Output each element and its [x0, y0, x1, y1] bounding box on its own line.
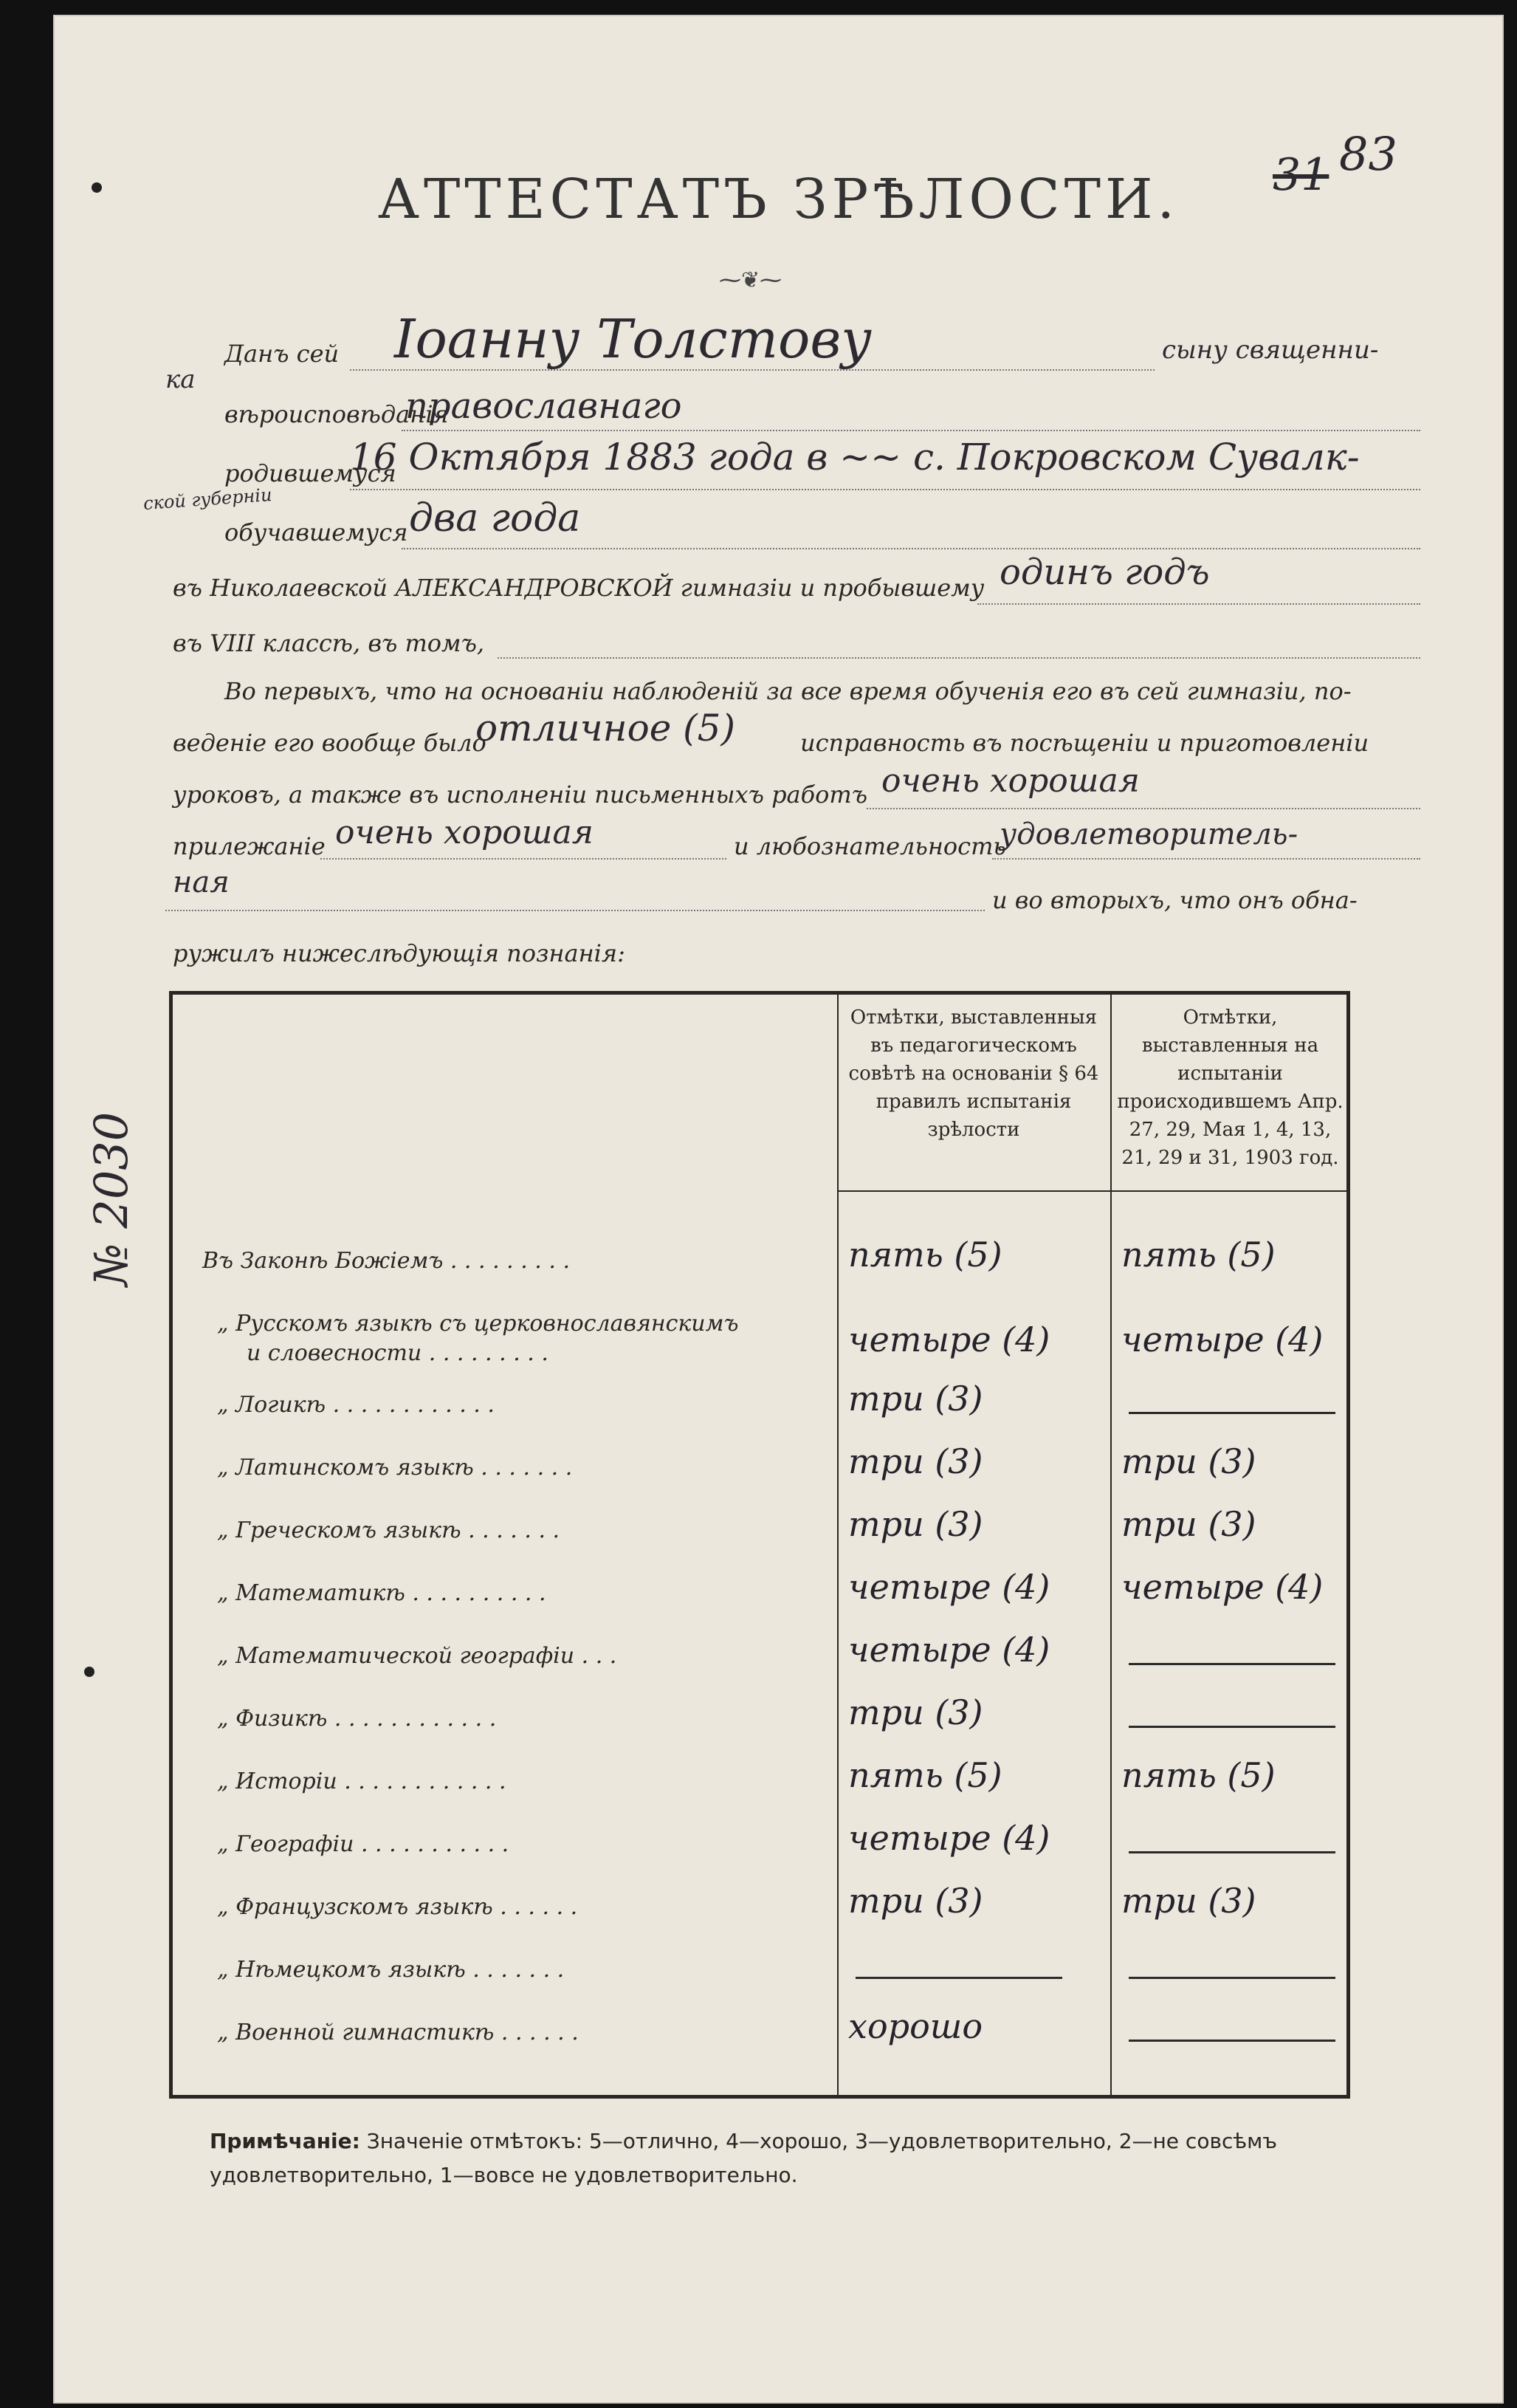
para3: уроковъ, а также въ исполненіи письменныхъ работъ — [173, 781, 868, 809]
exam-mark: три (3) — [1121, 1881, 1256, 1921]
school-text: въ Николаевской АЛЕКСАНДРОВСКОЙ гимназіи и пробывшему — [173, 574, 985, 602]
column-rule — [1110, 995, 1112, 2095]
page-title: АТТЕСТАТЪ ЗРѢЛОСТИ. — [377, 168, 1180, 231]
para4: и во вторыхъ, что онъ обна- — [992, 886, 1358, 914]
council-mark-empty — [856, 1977, 1062, 1979]
diligence-value: очень хорошая — [335, 814, 594, 851]
exam-mark-empty — [1129, 1977, 1335, 1979]
subject-label: „ Русскомъ языкѣ съ церковнославянскимъ — [217, 1311, 739, 1337]
subject-label: „ Физикѣ . . . . . . . . . . . . — [217, 1706, 497, 1732]
subject-label: „ Военной гимнастикѣ . . . . . . — [217, 2020, 579, 2045]
exam-mark: пять (5) — [1121, 1235, 1276, 1275]
exam-mark: четыре (4) — [1121, 1320, 1324, 1359]
dan-value-tail: сыну священни- — [1162, 335, 1379, 365]
gub-margin: ской губерніи — [142, 484, 273, 515]
corner-number: 83 — [1339, 127, 1397, 181]
subject-label: „ Французскомъ языкѣ . . . . . . — [217, 1894, 578, 1920]
subject-label: „ Греческомъ языкѣ . . . . . . . — [217, 1517, 560, 1543]
column-rule — [837, 995, 839, 2095]
exam-mark-empty — [1129, 1851, 1335, 1853]
note-text: Значеніе отмѣтокъ: 5—отлично, 4—хорошо, 3—удовлетворительно, 2—не совсѣмъ удовлетворительно, 1—вовсе не удовлетворительно. — [210, 2129, 1278, 2187]
diligence-label: прилежаніе — [173, 832, 326, 860]
fill-line — [402, 430, 1420, 431]
footnote — [210, 2124, 1450, 2192]
class-text: въ VIII классѣ, въ томъ, — [173, 629, 485, 657]
born-label: родившемуся — [224, 459, 396, 487]
fill-line — [498, 657, 1420, 659]
exam-mark: три (3) — [1121, 1504, 1256, 1544]
curiosity-label: и любознательность — [734, 832, 1006, 860]
written-value: очень хорошая — [881, 762, 1140, 800]
cont-ka: ка — [165, 365, 196, 394]
curiosity-value: удовлетворитель- — [1000, 817, 1298, 851]
header-rule — [837, 1190, 1346, 1192]
faith-value: православнаго — [405, 385, 682, 427]
subject-label: „ Нѣмецкомъ языкѣ . . . . . . . — [217, 1957, 565, 1983]
subject-label: „ Математикѣ . . . . . . . . . . — [217, 1580, 546, 1606]
council-mark: четыре (4) — [848, 1818, 1050, 1858]
curiosity-value-2: ная — [173, 865, 230, 899]
council-mark: пять (5) — [848, 1235, 1002, 1275]
fill-line — [320, 858, 726, 860]
column-header-council: Отмѣтки, выставленныя въ педагогическомъ совѣтѣ на основаніи § 64 правилъ испытанія зрѣлости — [848, 1006, 1099, 1141]
council-mark: пять (5) — [848, 1755, 1002, 1795]
council-mark: три (3) — [848, 1441, 983, 1481]
exam-mark: три (3) — [1121, 1441, 1256, 1481]
subject-label-continued: и словесности . . . . . . . . . — [247, 1340, 548, 1366]
exam-mark-empty — [1129, 1663, 1335, 1665]
subject-label: „ Исторіи . . . . . . . . . . . . — [217, 1769, 506, 1794]
studied-label: обучавшемуся — [224, 518, 408, 546]
council-mark: хорошо — [848, 2006, 983, 2046]
dan-value: Іоанну Толстову — [394, 308, 873, 370]
fill-line — [350, 489, 1420, 490]
para5: ружилъ нижеслѣдующія познанія: — [173, 939, 625, 967]
fill-line — [977, 603, 1420, 605]
council-mark: три (3) — [848, 1881, 983, 1921]
subject-label: „ Математической географіи . . . — [217, 1643, 617, 1669]
punch-hole — [84, 1667, 94, 1677]
document-sheet — [53, 15, 1504, 2404]
subject-label: „ Логикѣ . . . . . . . . . . . . — [217, 1392, 495, 1418]
exam-mark: четыре (4) — [1121, 1567, 1324, 1607]
faith-label: вѣроисповѣданія — [224, 400, 449, 428]
marks-table — [169, 991, 1350, 2099]
para2-start: веденіе его вообще было — [173, 729, 486, 757]
fill-line — [165, 910, 985, 911]
subject-label: Въ Законѣ Божіемъ . . . . . . . . . — [202, 1248, 570, 1274]
council-mark: четыре (4) — [848, 1567, 1050, 1607]
exam-mark-empty — [1129, 1412, 1335, 1414]
fill-line — [992, 858, 1420, 860]
fill-line — [402, 548, 1420, 549]
subject-label: „ Латинскомъ языкѣ . . . . . . . — [217, 1455, 573, 1481]
dan-label: Данъ сей — [224, 340, 340, 368]
column-header-exam: Отмѣтки, выставленныя на испытаніи происходившемъ Апр. 27, 29, Мая 1, 4, 13, 21, 29 и 31, 1903 год. — [1117, 1006, 1344, 1169]
para2-end: исправность въ посѣщеніи и приготовленіи — [800, 729, 1369, 757]
conduct-value: отличное (5) — [475, 707, 736, 750]
fill-line — [867, 808, 1420, 809]
council-mark: три (3) — [848, 1504, 983, 1544]
born-value: 16 Октября 1883 года в ~~ с. Покровском Сувалк- — [350, 436, 1360, 478]
note-label: Примѣчаніе: — [210, 2129, 360, 2153]
council-mark: три (3) — [848, 1379, 983, 1419]
council-mark: четыре (4) — [848, 1630, 1050, 1670]
council-mark: четыре (4) — [848, 1320, 1050, 1359]
ornament: ⁓❦⁓ — [719, 267, 782, 293]
exam-mark: пять (5) — [1121, 1755, 1276, 1795]
para1: Во первыхъ, что на основаніи наблюденій за все время обученія его въ сей гимназіи, по- — [224, 677, 1352, 705]
school-value: одинъ годъ — [1000, 552, 1210, 593]
council-mark: три (3) — [848, 1692, 983, 1732]
corner-number-struck: 31 — [1273, 149, 1329, 201]
subject-label: „ Географіи . . . . . . . . . . . — [217, 1831, 509, 1857]
studied-value: два года — [409, 496, 581, 541]
exam-mark-empty — [1129, 2040, 1335, 2042]
exam-mark-empty — [1129, 1726, 1335, 1728]
side-number: № 2030 — [84, 1111, 138, 1286]
fill-line — [350, 369, 1155, 371]
